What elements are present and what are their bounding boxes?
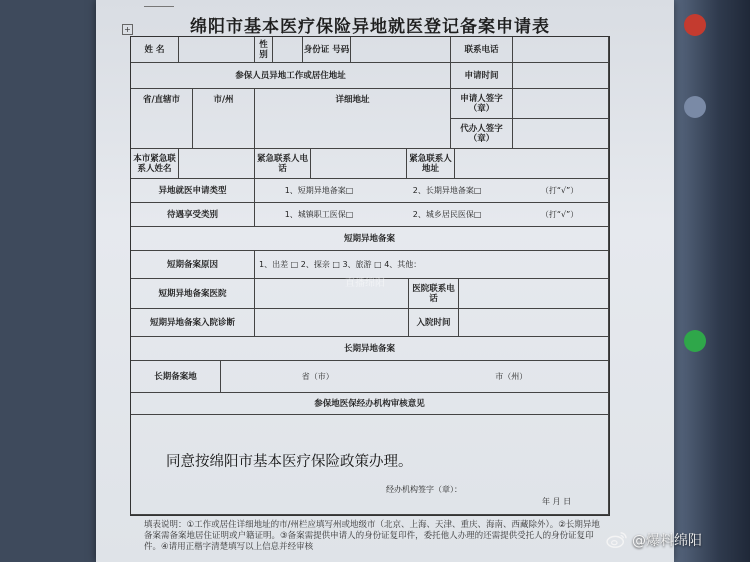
hospital-phone-field[interactable] xyxy=(459,279,609,309)
admit-time-label: 入院时间 xyxy=(409,309,459,337)
app-icon[interactable] xyxy=(684,330,706,352)
detail-address-label: 详细地址 xyxy=(255,89,451,149)
approval-text: 同意按绵阳市基本医疗保险政策办理。 xyxy=(166,454,413,470)
watermark-text: 直播绵阳 xyxy=(345,278,385,289)
phone-field[interactable] xyxy=(513,37,609,63)
employee-insurance-checkbox[interactable]: 1、城镇职工医保□ xyxy=(284,209,354,219)
benefit-type-options xyxy=(255,203,609,227)
gender-field[interactable] xyxy=(273,37,303,63)
short-term-hospital-label: 短期异地备案医院 xyxy=(131,279,255,309)
short-term-checkbox[interactable]: 1、短期异地备案□ xyxy=(284,185,354,195)
monitor-frame xyxy=(672,0,750,562)
weibo-watermark xyxy=(606,530,702,550)
emergency-contact-phone-field[interactable] xyxy=(311,149,407,179)
address-header: 参保人员异地工作或居住地址 xyxy=(131,63,451,89)
emergency-contact-phone-label: 紧急联系人电话 xyxy=(255,149,311,179)
long-term-city: 市（州） xyxy=(495,371,528,381)
admit-time-field[interactable] xyxy=(459,309,609,337)
phone-label: 联系电话 xyxy=(451,37,513,63)
agency-sign-label: 经办机构签字（章）： xyxy=(386,485,462,494)
form-title: 绵阳市基本医疗保险异地就医登记备案申请表 xyxy=(190,17,550,37)
province-label: 省/直辖市 xyxy=(131,89,193,149)
emergency-contact-name-field[interactable] xyxy=(179,149,255,179)
weibo-icon xyxy=(606,531,628,549)
id-number-field[interactable] xyxy=(351,37,451,63)
review-heading: 参保地医保经办机构审核意见 xyxy=(131,393,609,415)
apply-time-field[interactable] xyxy=(513,63,609,89)
tick-note: （打“√”） xyxy=(540,185,579,195)
long-term-heading: 长期异地备案 xyxy=(131,337,609,361)
admission-diagnosis-field[interactable] xyxy=(255,309,409,337)
name-field[interactable] xyxy=(179,37,255,63)
id-number-label: 身份证 号码 xyxy=(303,37,351,63)
short-term-reason-options[interactable]: 1、出差 □ 2、探亲 □ 3、旅游 □ 4、其他： xyxy=(255,251,609,279)
application-type-label: 异地就医申请类型 xyxy=(131,179,255,203)
name-label: 姓 名 xyxy=(131,37,179,63)
benefit-type-label: 待遇享受类别 xyxy=(131,203,255,227)
agent-sign-field[interactable] xyxy=(513,119,609,149)
long-term-place-field[interactable] xyxy=(221,361,609,393)
apply-time-label: 申请时间 xyxy=(451,63,513,89)
application-type-options xyxy=(255,179,609,203)
short-term-hospital-field[interactable] xyxy=(255,279,409,309)
admission-diagnosis-label: 短期异地备案入院诊断 xyxy=(131,309,255,337)
emergency-contact-name-label: 本市紧急联系人姓名 xyxy=(131,149,179,179)
city-label: 市/州 xyxy=(193,89,255,149)
emergency-contact-address-field[interactable] xyxy=(455,149,609,179)
app-icon[interactable] xyxy=(684,96,706,118)
form-notes: 填表说明：①工作或居住详细地址的市/州栏应填写州或地级市（北京、上海、天津、重庆、海南、西藏除外）。②长期异地备案需备案地居住证明或户籍证明。③备案需提供申请人的身份证复印件，委托他人办理的还需提供受托人的身份证复印件。④请用正楷字清楚填写以上信息并经审核 xyxy=(144,520,600,552)
tick-note: （打“√”） xyxy=(540,209,579,219)
gender-label: 性 别 xyxy=(255,37,273,63)
short-term-heading: 短期异地备案 xyxy=(131,227,609,251)
short-term-reason-label: 短期备案原因 xyxy=(131,251,255,279)
hospital-phone-label: 医院联系电话 xyxy=(409,279,459,309)
agent-sign-label: 代办人签字（章） xyxy=(451,119,513,149)
weibo-handle: @爆料绵阳 xyxy=(632,533,702,549)
applicant-sign-field[interactable] xyxy=(513,89,609,119)
app-icon[interactable] xyxy=(684,14,706,36)
table-move-handle-icon[interactable]: + xyxy=(122,24,133,35)
long-term-checkbox[interactable]: 2、长期异地备案□ xyxy=(412,185,482,195)
resident-insurance-checkbox[interactable]: 2、城乡居民医保□ xyxy=(412,209,482,219)
applicant-sign-label: 申请人签字（章） xyxy=(451,89,513,119)
long-term-province: 省（市） xyxy=(301,371,334,381)
long-term-place-label: 长期备案地 xyxy=(131,361,221,393)
emergency-contact-address-label: 紧急联系人地址 xyxy=(407,149,455,179)
date-label: 年 月 日 xyxy=(542,497,572,506)
page-mark xyxy=(144,0,174,7)
